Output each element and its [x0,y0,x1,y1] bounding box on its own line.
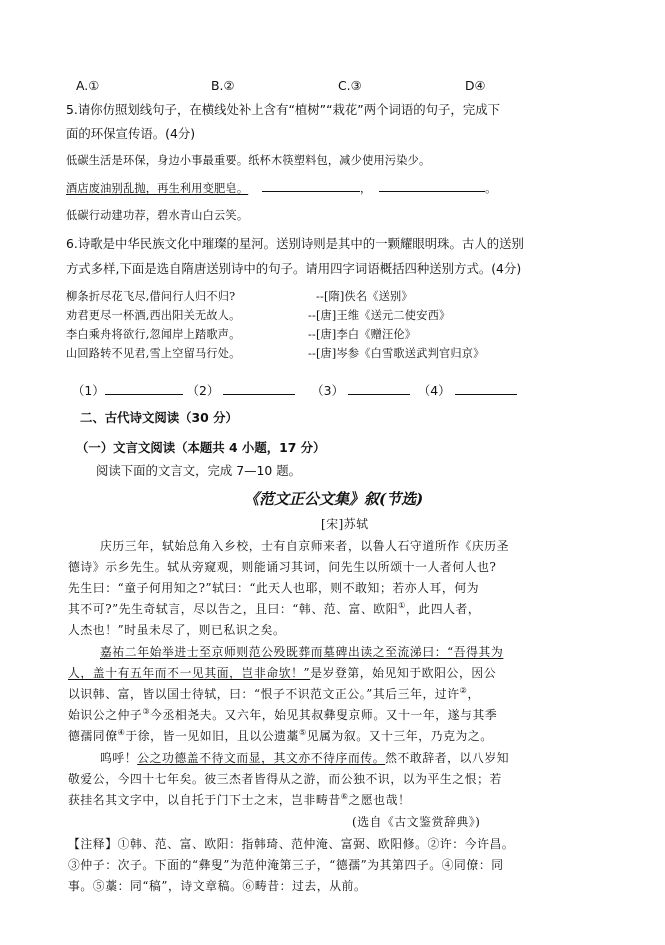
answer-blank-1[interactable] [105,383,183,395]
note-mark-5: ⑤ [298,728,307,738]
p2-line-3-tail: ， [467,687,480,701]
p1-line-4-tail: ，此四人者， [405,602,481,616]
note-mark-6: ⑥ [340,792,349,802]
q5-sentence-2: 酒店废油别乱抛，再生利用变肥皂。 ， 。 [66,182,497,195]
notes-line-2: ③仲子：次子。下面的“彝叟”为范仲淹第三子，“德孺”为其第四子。④同僚：同 [68,858,504,872]
p3-line-1 [100,749,509,766]
q6-prompt-line1: 6.诗歌是中华民族文化中璀璨的星河。送别诗则是其中的一颗耀眼明珠。古人的送别 [66,236,524,251]
p1-line-5: 人杰也！”时虽未尽了，则已私识之矣。 [68,623,286,637]
p3-line-2: 敬爱公，今四十七年矣。彼三杰者皆得从之游，而公独不识，以为平生之恨；若 [68,772,502,786]
passage-title: 《范文正公文集》叙(节选) [244,490,424,508]
p2-line-4 [68,706,497,723]
answer-label-4: （4） [417,383,451,398]
poem-line-2: 劝君更尽一杯酒,西出阳关无故人。 [66,309,241,322]
p2-line-5 [68,727,493,744]
p1-line-2: 德诗》示乡先生。轼从旁窥观，则能诵习其词，问先生以所颂十一人者何人也? [68,560,497,574]
p3-underlined-sentence: 公之功德盖不待文而显，其文亦不待序而传。 [137,751,386,765]
p2-line-5-mid: 于徐，皆一见如旧，且以公遗藁 [125,729,299,743]
p2-line-2 [68,664,496,681]
note-mark-1: ① [398,601,406,611]
option-a[interactable]: A.① [76,78,100,93]
q5-blank-1[interactable] [262,180,360,192]
p3-exclaim: 呜呼！ [100,751,138,765]
poem-source-3: --[唐]李白《赠汪伦》 [308,328,417,341]
note-mark-2: ② [459,686,468,696]
p2-line-3 [68,685,480,702]
passage-author: [宋]苏轼 [321,517,369,531]
option-c[interactable]: C.③ [338,78,362,93]
q5-prompt-line2: 面的环保宣传语。(4分) [66,126,196,141]
passage-source: (选自《古文鉴赏辞典》) [352,815,481,829]
p2-underlined-quote-end: 人，盖十有五年而不一见其面，岂非命欤！” [68,666,311,680]
q5-sentence-1: 低碳生活是环保，身边小事最重要。纸杯木筷塑料包，减少使用污染少。 [66,154,431,167]
p1-line-1: 庆历三年，轼始总角入乡校，士有自京师来者，以鲁人石守道所作《庆历圣 [100,539,510,553]
note-mark-4: ④ [117,728,126,738]
q6-prompt-line2: 方式多样,下面是选自隋唐送别诗中的句子。请用四字词语概括四种送别方式。(4分) [66,261,522,276]
poem-line-3: 李白乘舟将欲行,忽闻岸上踏歌声。 [66,328,241,341]
answer-label-1: （1） [72,383,105,398]
section-heading: 二、古代诗文阅读（30 分） [80,410,238,425]
p2-line-4-tail: 今丞相尧夫。又六年，始见其叔彝叟京师。又十一年，遂与其季 [150,708,498,722]
p2-line-1 [100,643,503,660]
option-d[interactable]: D④ [465,78,486,93]
p1-line-4 [68,600,480,617]
p3-line-3-text: 获挂名其文字中，以自托于门下士之末，岂非畴昔 [68,793,341,807]
q5-blank-2[interactable] [379,180,485,192]
q5-underlined-sentence: 酒店废油别乱抛，再生利用变肥皂。 [66,182,249,195]
p2-underlined-sentence: 嘉祐二年始举进士至京师则范公殁既葬而墓碑出读之至流涕曰： [100,645,448,659]
poem-source-1: --[隋]佚名《送别》 [316,290,413,303]
p1-line-4-text: 其不可?”先生奇轼言，尽以告之，且曰：“韩、范、富、欧阳 [68,602,399,616]
p3-line-3-tail: 之愿也哉！ [348,793,411,807]
poem-line-1: 柳条折尽花飞尽,借问行人归不归? [66,290,236,303]
subsection-heading: （一）文言文阅读（本题共 4 小题，17 分） [76,440,326,455]
option-b[interactable]: B.② [211,78,235,93]
answer-label-3: （3） [311,383,344,398]
p2-underlined-quote: “吾得其为 [447,645,504,659]
reading-instruction: 阅读下面的文言文，完成 7—10 题。 [96,463,301,478]
note-mark-3: ③ [142,707,151,717]
notes-line-1: 【注释】①韩、范、富、欧阳：指韩琦、范仲淹、富弼、欧阳修。②许：今许昌。 [68,837,515,851]
answer-blank-4[interactable] [455,383,517,395]
p2-line-5-tail: 见属为叙。又十三年，乃克为之。 [306,729,493,743]
p2-line-5-text: 德孺同僚 [68,729,118,743]
p3-line-3 [68,791,411,808]
p2-line-4-text: 始识公之仲子 [68,708,143,722]
answer-blank-3[interactable] [348,383,410,395]
q5-sentence-3: 低碳行动建功荐，碧水青山白云笑。 [66,209,249,222]
answer-label-2: （2） [186,383,220,398]
q5-prompt-line1: 5.请你仿照划线句子，在横线处补上含有“植树”“栽花”两个词语的句子，完成下 [66,102,500,117]
p1-line-3: 先生曰：“童子何用知之?”轼曰：“此天人也耶，则不敢知；若亦人耳，何为 [68,581,480,595]
poem-source-4: --[唐]岑参《白雪歌送武判官归京》 [308,347,485,360]
poem-line-4: 山回路转不见君,雪上空留马行处。 [66,347,241,360]
answer-blank-2[interactable] [223,383,295,395]
q6-answer-row [72,381,517,399]
notes-line-3: 事。⑤藁：同“稿”，诗文章稿。⑥畴昔：过去，从前。 [68,879,367,893]
p2-line-2-tail: 是岁登第，始见知于欧阳公，因公 [310,666,497,680]
poem-source-2: --[唐]王维《送元二使安西》 [308,309,451,322]
p3-line-1-tail: 然不敢辞者，以八岁知 [385,751,510,765]
p2-line-3-text: 以识韩、富，皆以国士待轼，曰：“恨子不识范文正公。”其后三年，过许 [68,687,460,701]
